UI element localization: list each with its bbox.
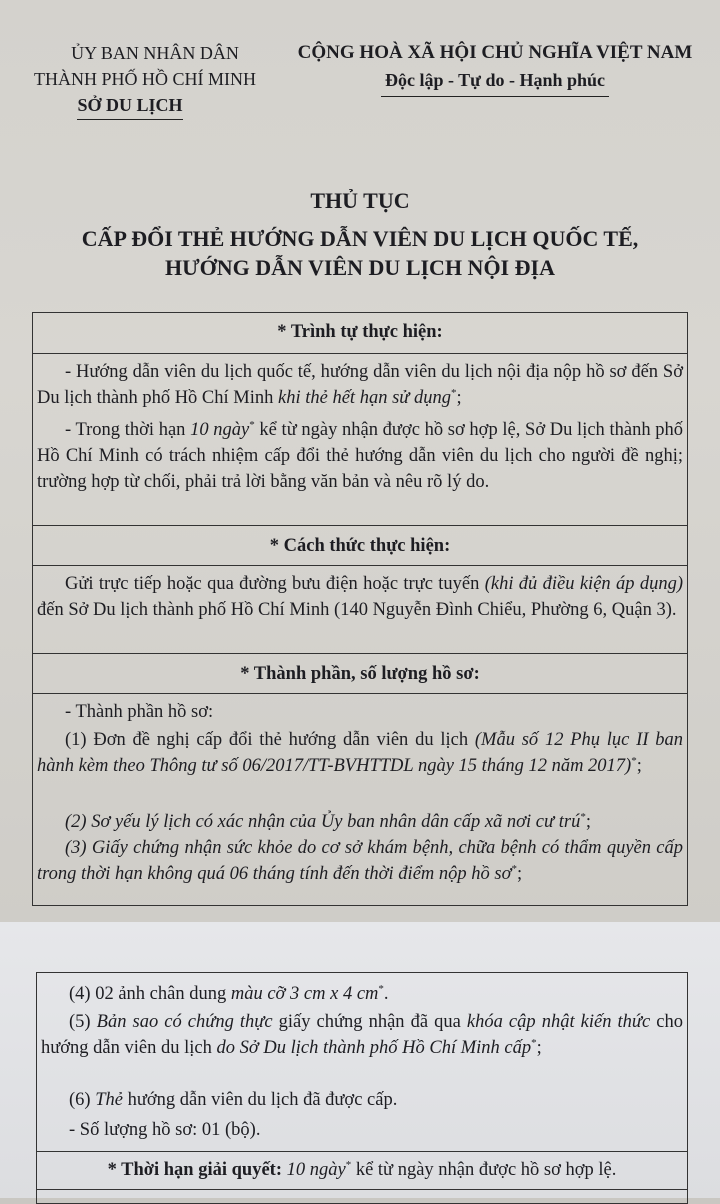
table-divider	[33, 353, 687, 354]
table-divider	[33, 693, 687, 694]
agency-line-2: THÀNH PHỐ HỒ CHÍ MINH	[34, 69, 256, 89]
method-paragraph: Gửi trực tiếp hoặc qua đường bưu điện hoặc trực tuyến (khi đủ điều kiện áp dụng) đến Sở Du lịch thành phố Hồ Chí Minh (140 Nguyễn Đình Chiểu, Phường 6, Quận 3).	[37, 574, 683, 620]
docs-item-2: (2) Sơ yếu lý lịch có xác nhận của Ủy ban nhân dân cấp xã nơi cư trú*;	[65, 810, 591, 832]
procedure-table	[32, 312, 688, 906]
process-paragraph-1: - Hướng dẫn viên du lịch quốc tế, hướng dẫn viên du lịch nội địa nộp hồ sơ đến Sở Du lịch thành phố Hồ Chí Minh khi thẻ hết hạn sử dụng*;	[37, 362, 683, 408]
doc-title-3: HƯỚNG DẪN VIÊN DU LỊCH NỘI ĐỊA	[165, 255, 555, 280]
docs-subheading: - Thành phần hồ sơ:	[65, 702, 214, 722]
docs-item-3: (3) Giấy chứng nhận sức khỏe do cơ sở khám bệnh, chữa bệnh có thẩm quyền cấp trong thời hạn không quá 06 tháng tính đến thời điểm nộp hồ sơ*;	[37, 838, 683, 884]
national-motto: Độc lập - Tự do - Hạnh phúc	[381, 66, 609, 97]
docs-item-4: (4) 02 ảnh chân dung màu cỡ 3 cm x 4 cm*.	[69, 982, 389, 1004]
agency-line-3: SỞ DU LỊCH	[77, 92, 182, 120]
docs-item-5: (5) Bản sao có chứng thực giấy chứng nhận đã qua khóa cập nhật kiến thức cho hướng dẫn viên du lịch do Sở Du lịch thành phố Hồ Chí Minh cấp*;	[41, 1012, 683, 1058]
doc-title-2: CẤP ĐỔI THẺ HƯỚNG DẪN VIÊN DU LỊCH QUỐC TẾ,	[81, 226, 639, 251]
doc-title-1: THỦ TỤC	[310, 188, 410, 213]
docs-item-6: (6) Thẻ hướng dẫn viên du lịch đã được cấp.	[69, 1090, 398, 1110]
table-divider	[33, 653, 687, 654]
section-heading-process: * Trình tự thực hiện:	[277, 322, 443, 342]
section-heading-method: * Cách thức thực hiện:	[269, 536, 451, 556]
national-header	[290, 40, 700, 97]
section-heading-docs: * Thành phần, số lượng hồ sơ:	[240, 664, 480, 684]
table-divider	[37, 1151, 687, 1152]
national-title: CỘNG HOÀ XÃ HỘI CHỦ NGHĨA VIỆT NAM	[297, 42, 693, 63]
docs-count: - Số lượng hồ sơ: 01 (bộ).	[69, 1120, 261, 1140]
agency-line-1: ỦY BAN NHÂN DÂN	[71, 43, 239, 63]
processing-time: * Thời hạn giải quyết: 10 ngày* kể từ ngày nhận được hồ sơ hợp lệ.	[107, 1158, 617, 1180]
table-divider	[37, 1189, 687, 1190]
procedure-table-continued	[36, 972, 688, 1204]
process-paragraph-2: - Trong thời hạn 10 ngày* kể từ ngày nhận được hồ sơ hợp lệ, Sở Du lịch thành phố Hồ Chí Minh có trách nhiệm cấp đổi thẻ hướng dẫn viên du lịch cho người đề nghị; trường hợp từ chối, phải trả lời bằng văn bản và nêu rõ lý do.	[37, 418, 683, 492]
table-divider	[33, 525, 687, 526]
table-divider	[33, 565, 687, 566]
docs-item-1: (1) Đơn đề nghị cấp đổi thẻ hướng dẫn viên du lịch (Mẫu số 12 Phụ lục II ban hành kèm theo Thông tư số 06/2017/TT-BVHTTDL ngày 15 tháng 12 năm 2017)*;	[37, 730, 684, 776]
agency-header	[0, 40, 290, 120]
